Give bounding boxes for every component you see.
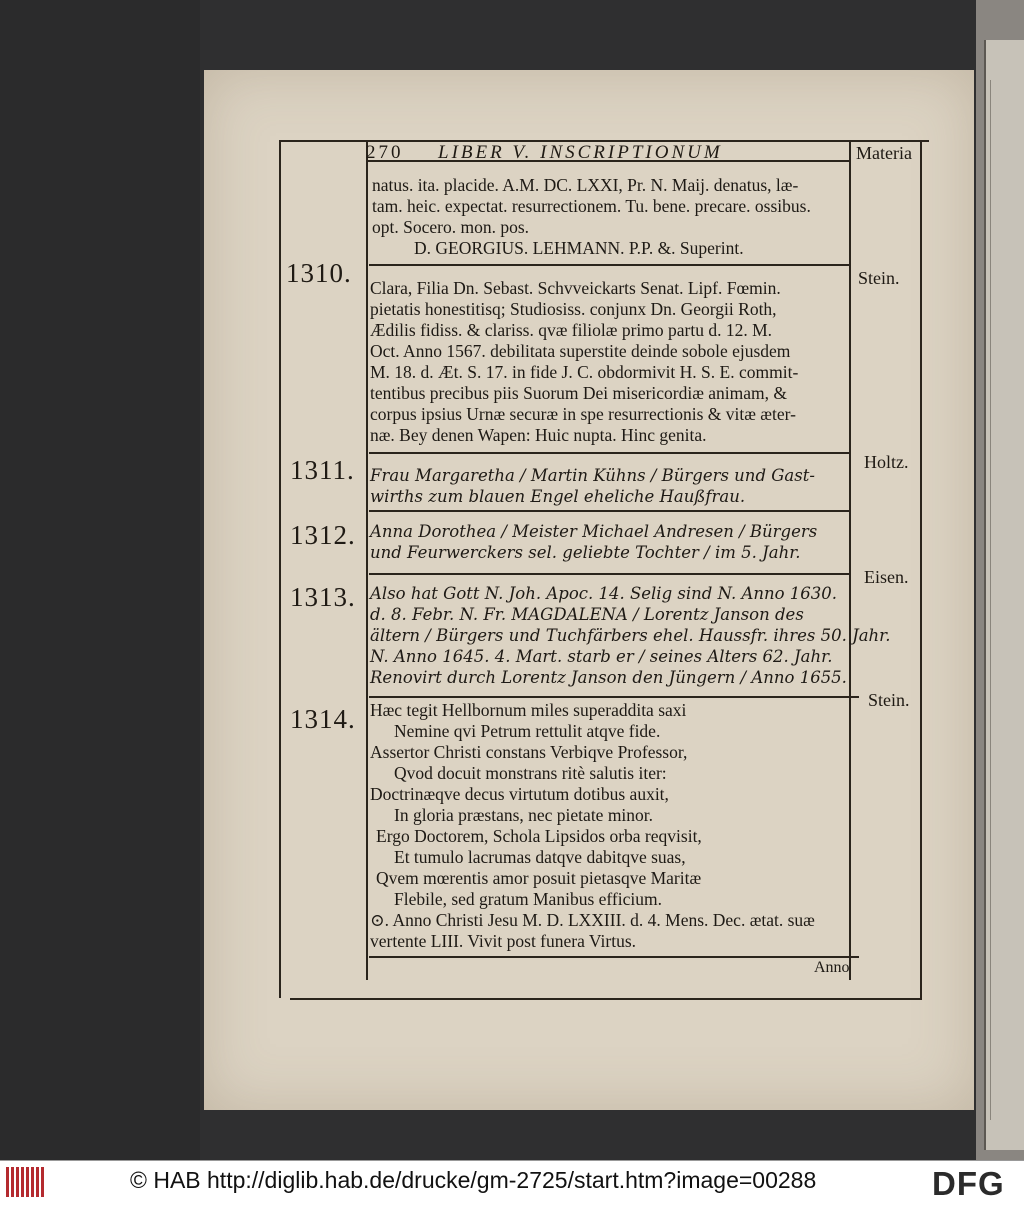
entry-line: Flebile, sed gratum Manibus efficium. (394, 889, 662, 909)
entry-line: Doctrinæqve decus virtutum dotibus auxit, (370, 784, 669, 804)
entry-line: Nemine qvi Petrum rettulit atqve fide. (394, 721, 661, 741)
entry-line: Renovirt durch Lorentz Janson den Jüngern / Anno 1655. (370, 668, 847, 687)
hab-barcode-icon (6, 1167, 46, 1197)
entry-line: ⊙. Anno Christi Jesu M. D. LXXIII. d. 4. Mens. Dec. ætat. suæ (370, 910, 815, 930)
entry-line: D. GEORGIUS. LEHMANN. P.P. &. Superint. (414, 238, 744, 258)
margin-title: Materia (856, 143, 912, 163)
scan-background-left (0, 0, 200, 1160)
material-label: Stein. (868, 690, 910, 710)
frame-right (920, 140, 922, 1000)
entry-number: 1314. (290, 704, 356, 734)
dfg-logo: DFG (932, 1165, 1005, 1202)
entry-line: Frau Margaretha / Martin Kühns / Bürgers und Gast- (370, 466, 815, 485)
entry-line: Et tumulo lacrumas datqve dabitqve suas, (394, 847, 686, 867)
page-number: 270 (366, 142, 404, 163)
text-column-rule (849, 140, 851, 980)
entry-separator (369, 452, 849, 454)
entry-separator (369, 264, 849, 266)
viewer-footer (0, 1160, 1024, 1205)
entry-line: wirths zum blauen Engel eheliche Haußfrau. (370, 487, 746, 506)
entry-line: M. 18. d. Æt. S. 17. in fide J. C. obdormivit H. S. E. commit- (370, 362, 799, 382)
entry-line: N. Anno 1645. 4. Mart. starb er / seines Alters 62. Jahr. (370, 647, 833, 666)
entry-number: 1310. (286, 258, 352, 288)
entry-line: Qvem mœrentis amor posuit pietasqve Maritæ (376, 868, 702, 888)
entry-line: d. 8. Febr. N. Fr. MAGDALENA / Lorentz Janson des (370, 605, 804, 624)
entry-line: Also hat Gott N. Joh. Apoc. 14. Selig sind N. Anno 1630. (370, 584, 838, 603)
entry-line: Ergo Doctorem, Schola Lipsidos orba reqvisit, (376, 826, 702, 846)
entry-line: Clara, Filia Dn. Sebast. Schvveickarts Senat. Lipf. Fœmin. (370, 278, 781, 298)
frame-bottom (290, 998, 920, 1000)
entry-number: 1312. (290, 520, 356, 550)
entry-separator (369, 573, 849, 575)
entry-line: Assertor Christi constans Verbiqve Professor, (370, 742, 688, 762)
copyright-link[interactable]: © HAB http://diglib.hab.de/drucke/gm-2725/start.htm?image=00288 (130, 1167, 817, 1193)
entry-line: næ. Bey denen Wapen: Huic nupta. Hinc genita. (370, 425, 707, 445)
book-page (204, 70, 974, 1110)
entry-line: Qvod docuit monstrans ritè salutis iter: (394, 763, 667, 783)
entry-line: corpus ipsius Urnæ securæ in spe resurrectionis & vitæ æter- (370, 404, 796, 424)
entry-separator (369, 696, 859, 698)
number-column-rule (366, 140, 368, 980)
material-label: Eisen. (864, 567, 909, 587)
entry-line: natus. ita. placide. A.M. DC. LXXI, Pr. N. Maij. denatus, læ- (372, 175, 799, 195)
entry-line: Hæc tegit Hellbornum miles superaddita saxi (370, 700, 687, 720)
material-label: Holtz. (864, 452, 909, 472)
entry-line: Oct. Anno 1567. debilitata superstite deinde sobole ejusdem (370, 341, 791, 361)
entry-number: 1311. (290, 455, 355, 485)
entry-line: opt. Socero. mon. pos. (372, 217, 530, 237)
entry-line: vertente LIII. Vivit post funera Virtus. (370, 931, 637, 951)
adjacent-page-edge (976, 0, 1024, 1160)
running-title: LIBER V. INSCRIPTIONUM (438, 142, 723, 163)
entry-line: ältern / Bürgers und Tuchfärbers ehel. Haussfr. ihres 50. Jahr. (370, 626, 891, 645)
entry-line: und Feurwerckers sel. geliebte Tochter / im 5. Jahr. (370, 543, 801, 562)
entry-separator (369, 510, 849, 512)
catchword: Anno (814, 959, 850, 976)
entry-number: 1313. (290, 582, 356, 612)
entry-line: tentibus precibus piis Suorum Dei misericordiæ animam, & (370, 383, 788, 403)
frame-left (279, 140, 281, 998)
material-label: Stein. (858, 268, 900, 288)
entry-line: In gloria præstans, nec pietate minor. (394, 805, 654, 825)
entry-separator (369, 956, 859, 958)
entry-line: Anna Dorothea / Meister Michael Andresen / Bürgers (370, 522, 818, 541)
entry-line: tam. heic. expectat. resurrectionem. Tu. bene. precare. ossibus. (372, 196, 811, 216)
entry-line: pietatis honestitisq; Studiosiss. conjunx Dn. Georgii Roth, (370, 299, 777, 319)
entry-line: Ædilis fidiss. & clariss. qvæ filiolæ primo partu d. 12. M. (370, 320, 773, 340)
